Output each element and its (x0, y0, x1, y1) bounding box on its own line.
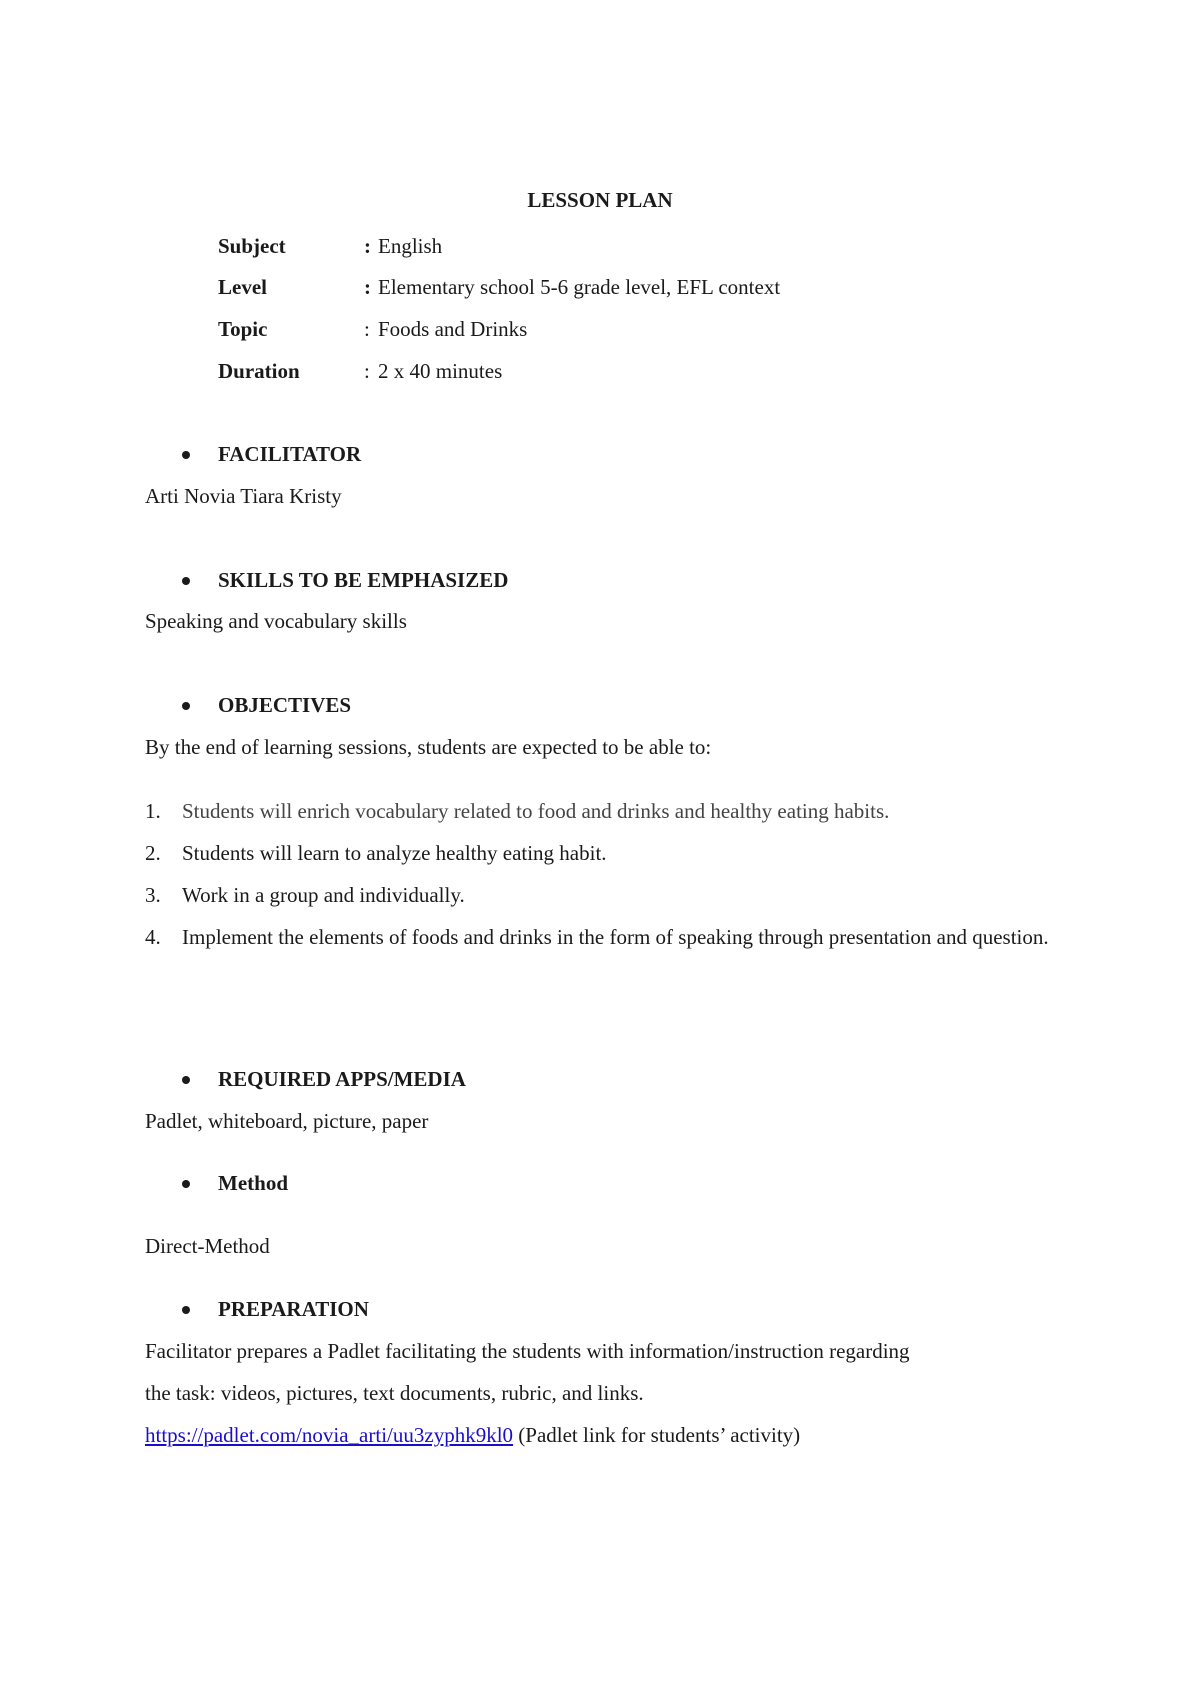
info-separator: : (364, 317, 370, 341)
info-value-duration: 2 x 40 minutes (378, 359, 503, 383)
heading-text: OBJECTIVES (218, 693, 352, 717)
heading-text: FACILITATOR (218, 442, 362, 466)
info-value-subject: English (378, 234, 443, 258)
list-text: Students will learn to analyze healthy eating habit. (182, 841, 607, 865)
info-key-duration: Duration (218, 359, 300, 383)
bullet-icon (182, 702, 190, 710)
bullet-icon (182, 1180, 190, 1188)
info-value-level: Elementary school 5-6 grade level, EFL context (378, 275, 781, 299)
padlet-link-note: (Padlet link for students’ activity) (513, 1423, 801, 1447)
preparation-link-line (145, 1420, 800, 1450)
list-number: 3. (145, 883, 161, 907)
bullet-icon (182, 1306, 190, 1314)
heading-text: PREPARATION (218, 1297, 369, 1321)
info-key-level: Level (218, 275, 267, 299)
bullet-icon (182, 451, 190, 459)
preparation-line-2: the task: videos, pictures, text documents, rubric, and links. (145, 1381, 644, 1405)
media-text: Padlet, whiteboard, picture, paper (145, 1109, 429, 1133)
info-key-subject: Subject (218, 234, 286, 258)
heading-text: REQUIRED APPS/MEDIA (218, 1067, 466, 1091)
bullet-icon (182, 577, 190, 585)
list-text: Students will enrich vocabulary related to food and drinks and healthy eating habits. (182, 799, 890, 823)
info-key-topic: Topic (218, 317, 268, 341)
bullet-icon (182, 1076, 190, 1084)
objectives-intro: By the end of learning sessions, students are expected to be able to: (145, 735, 712, 759)
padlet-link[interactable]: https://padlet.com/novia_arti/uu3zyphk9kl0 (145, 1423, 514, 1447)
list-number: 4. (145, 925, 161, 949)
list-number: 1. (145, 799, 161, 823)
facilitator-name: Arti Novia Tiara Kristy (145, 484, 342, 508)
info-separator: : (364, 275, 371, 299)
preparation-line-1: Facilitator prepares a Padlet facilitating the students with information/instruction regarding (145, 1339, 910, 1363)
list-text: Work in a group and individually. (182, 883, 465, 907)
info-separator: : (364, 234, 371, 258)
method-text: Direct-Method (145, 1234, 270, 1258)
list-text: Implement the elements of foods and drinks in the form of speaking through presentation and question. (182, 925, 1049, 949)
info-value-topic: Foods and Drinks (378, 317, 528, 341)
heading-text: Method (218, 1171, 288, 1195)
heading-text: SKILLS TO BE EMPHASIZED (218, 568, 509, 592)
document-title: LESSON PLAN (527, 188, 673, 212)
info-separator: : (364, 359, 370, 383)
skills-text: Speaking and vocabulary skills (145, 609, 407, 633)
list-number: 2. (145, 841, 161, 865)
